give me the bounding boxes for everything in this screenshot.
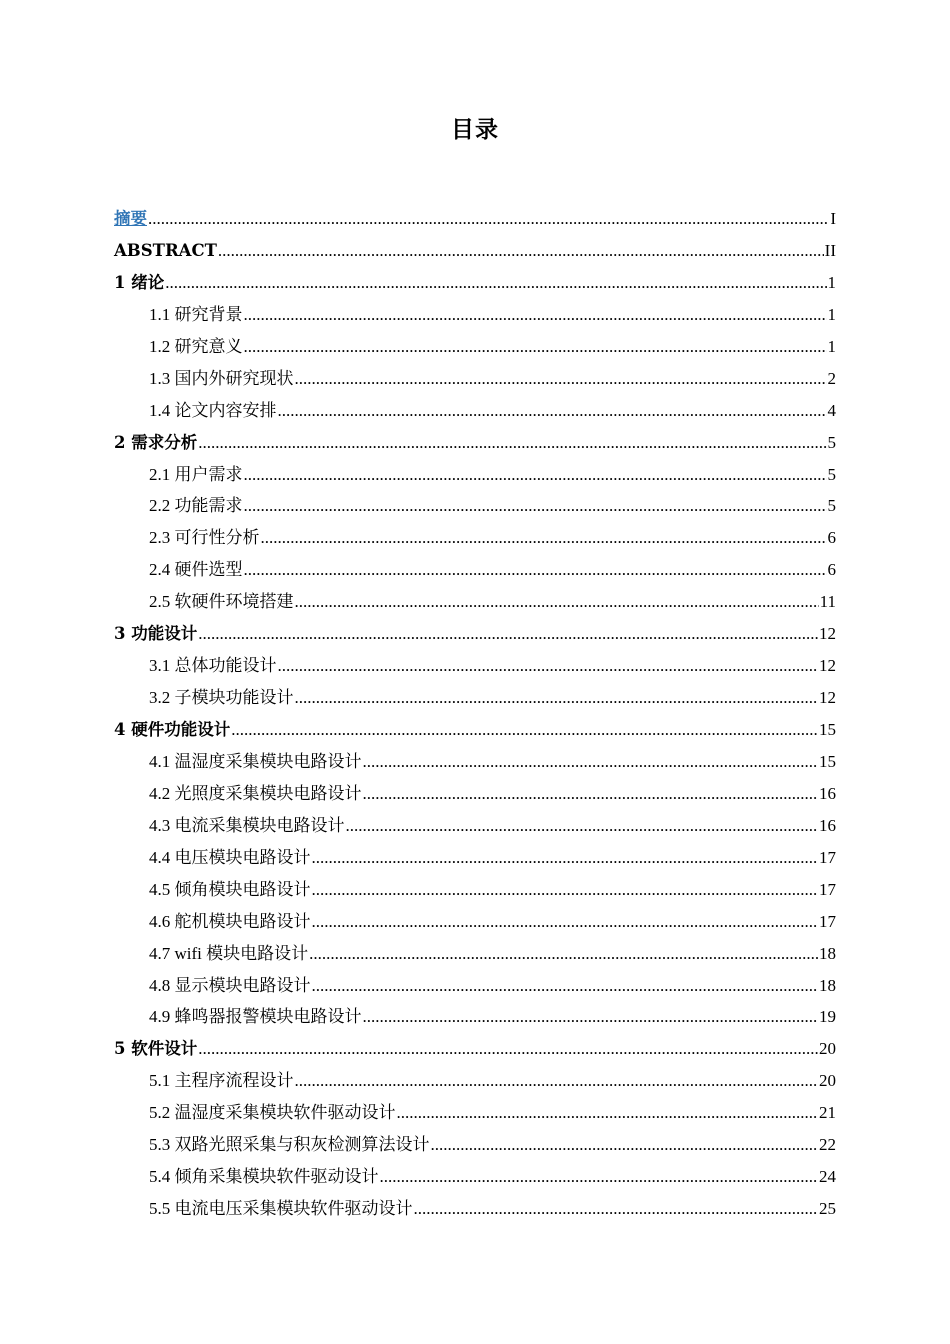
toc-page-number: 16 bbox=[819, 815, 836, 835]
toc-dot-leader bbox=[198, 618, 818, 650]
toc-dot-leader bbox=[312, 842, 819, 874]
toc-entry-label: 1.1 研究背景 bbox=[149, 304, 243, 324]
toc-page-number: 5 bbox=[827, 496, 836, 516]
toc-dot-leader bbox=[295, 1065, 819, 1097]
toc-dot-leader bbox=[148, 203, 829, 235]
toc-dot-leader bbox=[295, 363, 827, 395]
toc-entry[interactable] bbox=[114, 299, 836, 331]
toc-dot-leader bbox=[363, 1001, 819, 1033]
toc-page-number: I bbox=[830, 209, 836, 228]
toc-page-number: 1 bbox=[827, 336, 836, 356]
toc-entry[interactable] bbox=[114, 746, 836, 778]
toc-dot-leader bbox=[312, 970, 819, 1002]
toc-page-number: 24 bbox=[819, 1167, 836, 1187]
toc-entry-label: ABSTRACT bbox=[114, 240, 217, 260]
toc-page-number: 18 bbox=[819, 975, 836, 995]
toc-entry-label: 4.8 显示模块电路设计 bbox=[149, 975, 311, 995]
table-of-contents bbox=[114, 203, 836, 1225]
toc-dot-leader bbox=[380, 1161, 819, 1193]
toc-entry-label: 4.9 蜂鸣器报警模块电路设计 bbox=[149, 1007, 362, 1027]
toc-dot-leader bbox=[397, 1097, 819, 1129]
toc-entry-label: 2.4 硬件选型 bbox=[149, 560, 243, 580]
toc-entry[interactable] bbox=[114, 618, 836, 650]
toc-page-number: 17 bbox=[819, 847, 836, 867]
toc-entry-label: 5 软件设计 bbox=[114, 1039, 198, 1059]
toc-entry[interactable] bbox=[114, 778, 836, 810]
toc-page-number: 6 bbox=[827, 560, 836, 580]
toc-entry-label: 5.2 温湿度采集模块软件驱动设计 bbox=[149, 1103, 396, 1123]
toc-dot-leader bbox=[261, 522, 827, 554]
toc-page-number: 17 bbox=[819, 879, 836, 899]
toc-entry-label: 4.5 倾角模块电路设计 bbox=[149, 879, 311, 899]
toc-page-number: 18 bbox=[819, 943, 836, 963]
toc-entry[interactable] bbox=[114, 267, 836, 299]
toc-dot-leader bbox=[165, 267, 826, 299]
toc-dot-leader bbox=[244, 554, 827, 586]
toc-dot-leader bbox=[295, 586, 819, 618]
toc-dot-leader bbox=[312, 874, 819, 906]
toc-entry-label: 2.5 软硬件环境搭建 bbox=[149, 592, 294, 612]
toc-page-number: 20 bbox=[819, 1071, 836, 1091]
toc-entry[interactable] bbox=[114, 810, 836, 842]
toc-page-number: 6 bbox=[827, 528, 836, 548]
toc-entry-label: 5.3 双路光照采集与积灰检测算法设计 bbox=[149, 1135, 430, 1155]
toc-entry[interactable] bbox=[114, 682, 836, 714]
toc-page-number: 20 bbox=[819, 1039, 836, 1059]
toc-page-number: 12 bbox=[819, 656, 836, 676]
toc-entry[interactable] bbox=[114, 459, 836, 491]
toc-dot-leader bbox=[198, 1033, 818, 1065]
toc-page-number: 11 bbox=[819, 592, 836, 612]
toc-entry-label: 4.3 电流采集模块电路设计 bbox=[149, 815, 345, 835]
toc-entry[interactable] bbox=[114, 490, 836, 522]
toc-dot-leader bbox=[363, 778, 819, 810]
toc-page-number: 12 bbox=[819, 688, 836, 708]
toc-page-number: 5 bbox=[827, 464, 836, 484]
toc-page-number: 17 bbox=[819, 911, 836, 931]
toc-entry[interactable] bbox=[114, 522, 836, 554]
toc-dot-leader bbox=[431, 1129, 819, 1161]
toc-page-number: 1 bbox=[827, 304, 836, 324]
toc-entry-label: 2.2 功能需求 bbox=[149, 496, 243, 516]
toc-entry[interactable] bbox=[114, 1161, 836, 1193]
toc-page-number: 12 bbox=[819, 624, 836, 644]
toc-entry[interactable] bbox=[114, 363, 836, 395]
toc-dot-leader bbox=[278, 395, 827, 427]
toc-entry-label: 3.2 子模块功能设计 bbox=[149, 688, 294, 708]
toc-entry-label: 1.3 国内外研究现状 bbox=[149, 368, 294, 388]
toc-page-number: 15 bbox=[819, 751, 836, 771]
toc-dot-leader bbox=[414, 1193, 819, 1225]
toc-dot-leader bbox=[363, 746, 819, 778]
toc-entry[interactable] bbox=[114, 650, 836, 682]
toc-entry-label: 5.1 主程序流程设计 bbox=[149, 1071, 294, 1091]
toc-entry-label: 1 绪论 bbox=[114, 272, 165, 292]
toc-page-number: 2 bbox=[827, 368, 836, 388]
toc-entry-label: 1.2 研究意义 bbox=[149, 336, 243, 356]
toc-entry-label: 4.4 电压模块电路设计 bbox=[149, 847, 311, 867]
toc-dot-leader bbox=[244, 459, 827, 491]
toc-entry[interactable] bbox=[114, 395, 836, 427]
toc-page-number: 15 bbox=[819, 720, 836, 739]
toc-entry[interactable] bbox=[114, 906, 836, 938]
toc-entry[interactable] bbox=[114, 1065, 836, 1097]
toc-entry[interactable] bbox=[114, 554, 836, 586]
toc-entry-label: 2 需求分析 bbox=[114, 432, 198, 452]
toc-entry-label: 5.5 电流电压采集模块软件驱动设计 bbox=[149, 1199, 413, 1219]
toc-entry[interactable] bbox=[114, 331, 836, 363]
toc-dot-leader bbox=[295, 682, 819, 714]
toc-entry[interactable] bbox=[114, 842, 836, 874]
toc-entry-label: 4.2 光照度采集模块电路设计 bbox=[149, 783, 362, 803]
toc-entry-label: 2.1 用户需求 bbox=[149, 464, 243, 484]
toc-entry[interactable] bbox=[114, 427, 836, 459]
toc-entry[interactable] bbox=[114, 714, 836, 746]
toc-page-number: 16 bbox=[819, 783, 836, 803]
toc-dot-leader bbox=[278, 650, 819, 682]
toc-dot-leader bbox=[244, 299, 827, 331]
toc-entry-label: 2.3 可行性分析 bbox=[149, 528, 260, 548]
toc-entry[interactable] bbox=[114, 970, 836, 1002]
toc-entry-label: 1.4 论文内容安排 bbox=[149, 400, 277, 420]
toc-entry[interactable] bbox=[114, 874, 836, 906]
toc-dot-leader bbox=[309, 938, 818, 970]
toc-dot-leader bbox=[198, 427, 826, 459]
toc-entry[interactable] bbox=[114, 1097, 836, 1129]
toc-page-number: 21 bbox=[819, 1103, 836, 1123]
toc-page-number: 19 bbox=[819, 1007, 836, 1027]
toc-entry-label: 5.4 倾角采集模块软件驱动设计 bbox=[149, 1167, 379, 1187]
toc-entry-label[interactable]: 摘要 bbox=[114, 209, 147, 228]
toc-entry-label: 3 功能设计 bbox=[114, 624, 198, 644]
toc-entry[interactable] bbox=[114, 203, 836, 235]
toc-entry[interactable] bbox=[114, 586, 836, 618]
toc-entry[interactable] bbox=[114, 1129, 836, 1161]
toc-page-number: 1 bbox=[827, 272, 836, 292]
toc-title: 目录 bbox=[451, 117, 499, 143]
toc-entry[interactable] bbox=[114, 938, 836, 970]
toc-page-number: 4 bbox=[827, 400, 836, 420]
toc-entry-label: 4.1 温湿度采集模块电路设计 bbox=[149, 751, 362, 771]
toc-entry[interactable] bbox=[114, 235, 836, 267]
toc-entry[interactable] bbox=[114, 1033, 836, 1065]
toc-dot-leader bbox=[346, 810, 819, 842]
toc-dot-leader bbox=[231, 714, 818, 746]
toc-entry[interactable] bbox=[114, 1193, 836, 1225]
toc-dot-leader bbox=[244, 331, 827, 363]
toc-page-number: 5 bbox=[827, 432, 836, 452]
toc-dot-leader bbox=[218, 235, 824, 267]
toc-dot-leader bbox=[244, 490, 827, 522]
toc-entry-label: 4.7 wifi 模块电路设计 bbox=[149, 943, 309, 963]
toc-entry-label: 4.6 舵机模块电路设计 bbox=[149, 911, 311, 931]
toc-dot-leader bbox=[312, 906, 819, 938]
toc-page-number: 22 bbox=[819, 1135, 836, 1155]
toc-page-number: II bbox=[824, 240, 836, 260]
toc-entry-label: 3.1 总体功能设计 bbox=[149, 656, 277, 676]
toc-entry[interactable] bbox=[114, 1001, 836, 1033]
toc-entry-label: 4 硬件功能设计 bbox=[114, 720, 231, 739]
toc-page-number: 25 bbox=[819, 1199, 836, 1219]
